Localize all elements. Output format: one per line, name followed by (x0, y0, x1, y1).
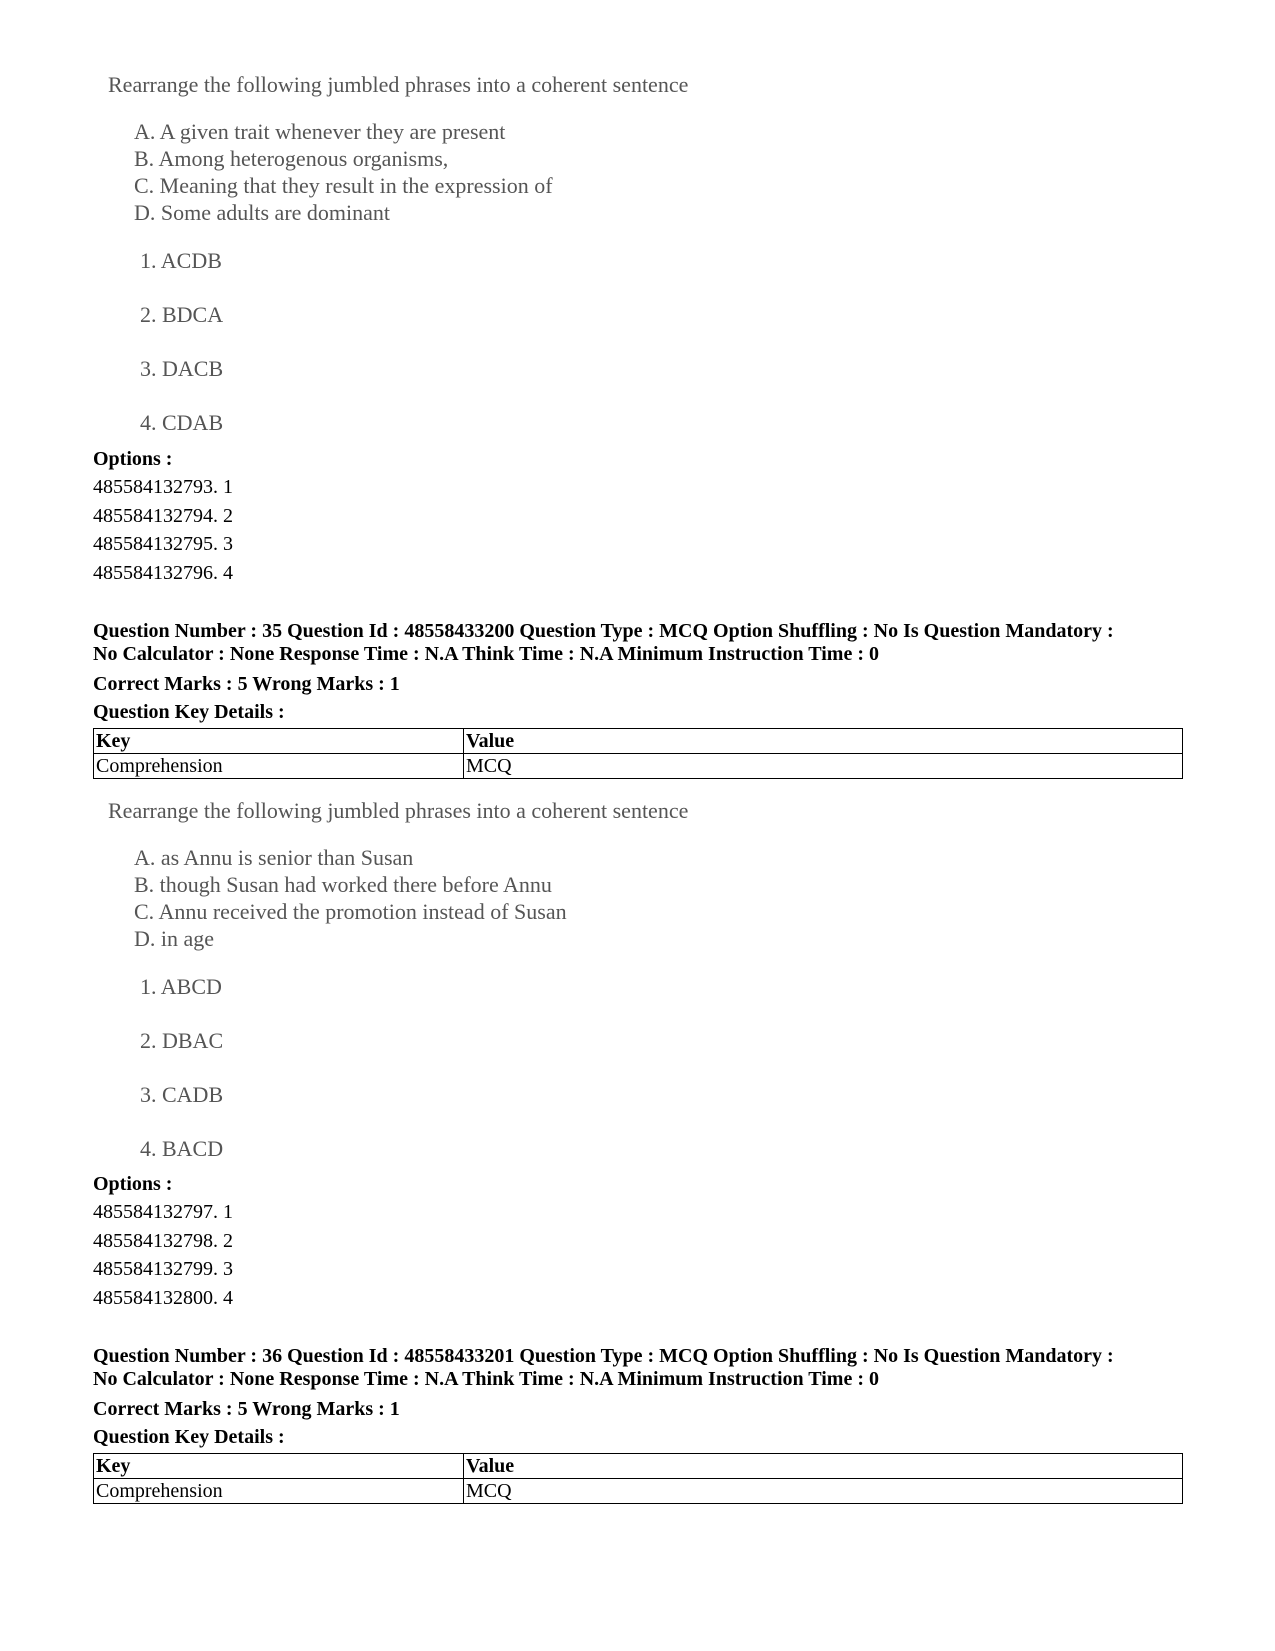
question-meta-line: No Calculator : None Response Time : N.A Think Time : N.A Minimum Instruction Time : 0 (93, 643, 879, 665)
option-line: 485584132794. 2 (93, 504, 233, 527)
options-block (93, 445, 233, 587)
option-line: 485584132797. 1 (93, 1201, 233, 1223)
table-header-key: Key (94, 729, 464, 754)
options-title: Options : (93, 1173, 173, 1195)
marks-line: Correct Marks : 5 Wrong Marks : 1 (93, 1398, 400, 1420)
question-prompt: Rearrange the following jumbled phrases into a coherent sentence (108, 798, 689, 823)
phrase-list (134, 118, 728, 226)
answer-choice: 4. BACD (140, 1136, 224, 1161)
table-cell-key: Comprehension (94, 754, 464, 779)
table-header-key: Key (94, 1454, 464, 1479)
option-line: 485584132793. 1 (93, 476, 233, 498)
question-meta-line: Question Number : 36 Question Id : 48558433201 Question Type : MCQ Option Shuffling : No Is Question Mandatory : (93, 1345, 1114, 1367)
option-line: 485584132796. 4 (93, 561, 233, 584)
phrase-item: A. as Annu is senior than Susan (134, 845, 414, 870)
answer-choice: 2. DBAC (140, 1028, 224, 1053)
phrase-item: C. Meaning that they result in the expression of (134, 173, 553, 198)
answer-choice: 1. ABCD (140, 974, 222, 999)
option-line: 485584132798. 2 (93, 1229, 233, 1252)
table-header-value: Value (464, 729, 1183, 754)
answer-choice-list (140, 974, 728, 1162)
table-row (94, 754, 1183, 779)
phrase-item: A. A given trait whenever they are present (134, 119, 506, 144)
option-line: 485584132800. 4 (93, 1286, 233, 1309)
phrase-item: D. Some adults are dominant (134, 200, 391, 225)
key-details-title: Question Key Details : (93, 701, 285, 723)
table-cell-value: MCQ (464, 754, 1183, 779)
options-title: Options : (93, 448, 173, 470)
question-meta-line: Question Number : 35 Question Id : 48558433200 Question Type : MCQ Option Shuffling : No Is Question Mandatory : (93, 620, 1114, 642)
answer-choice: 4. CDAB (140, 410, 224, 435)
phrase-item: C. Annu received the promotion instead of Susan (134, 899, 567, 924)
answer-choice: 3. DACB (140, 356, 224, 381)
phrase-item: B. Among heterogenous organisms, (134, 146, 449, 171)
table-header-value: Value (464, 1454, 1183, 1479)
question-header (93, 620, 1183, 779)
table-row (94, 1479, 1183, 1504)
answer-choice-list (140, 248, 728, 436)
table-cell-key: Comprehension (94, 1479, 464, 1504)
option-line: 485584132799. 3 (93, 1258, 233, 1280)
marks-line: Correct Marks : 5 Wrong Marks : 1 (93, 673, 400, 695)
answer-choice: 1. ACDB (140, 248, 222, 273)
table-header-row (94, 1454, 1183, 1479)
question-meta-line: No Calculator : None Response Time : N.A Think Time : N.A Minimum Instruction Time : 0 (93, 1368, 879, 1390)
key-details-table (93, 1453, 1183, 1504)
answer-choice: 2. BDCA (140, 302, 224, 327)
phrase-list (134, 844, 728, 952)
option-line: 485584132795. 3 (93, 533, 233, 555)
question-image (108, 72, 728, 436)
phrase-item: D. in age (134, 926, 215, 951)
key-details-table (93, 728, 1183, 779)
question-image (108, 798, 728, 1162)
key-details-title: Question Key Details : (93, 1426, 285, 1448)
question-header (93, 1345, 1183, 1504)
table-header-row (94, 729, 1183, 754)
answer-choice: 3. CADB (140, 1082, 224, 1107)
table-cell-value: MCQ (464, 1479, 1183, 1504)
options-block (93, 1170, 233, 1312)
phrase-item: B. though Susan had worked there before Annu (134, 872, 552, 897)
question-prompt: Rearrange the following jumbled phrases into a coherent sentence (108, 72, 689, 97)
